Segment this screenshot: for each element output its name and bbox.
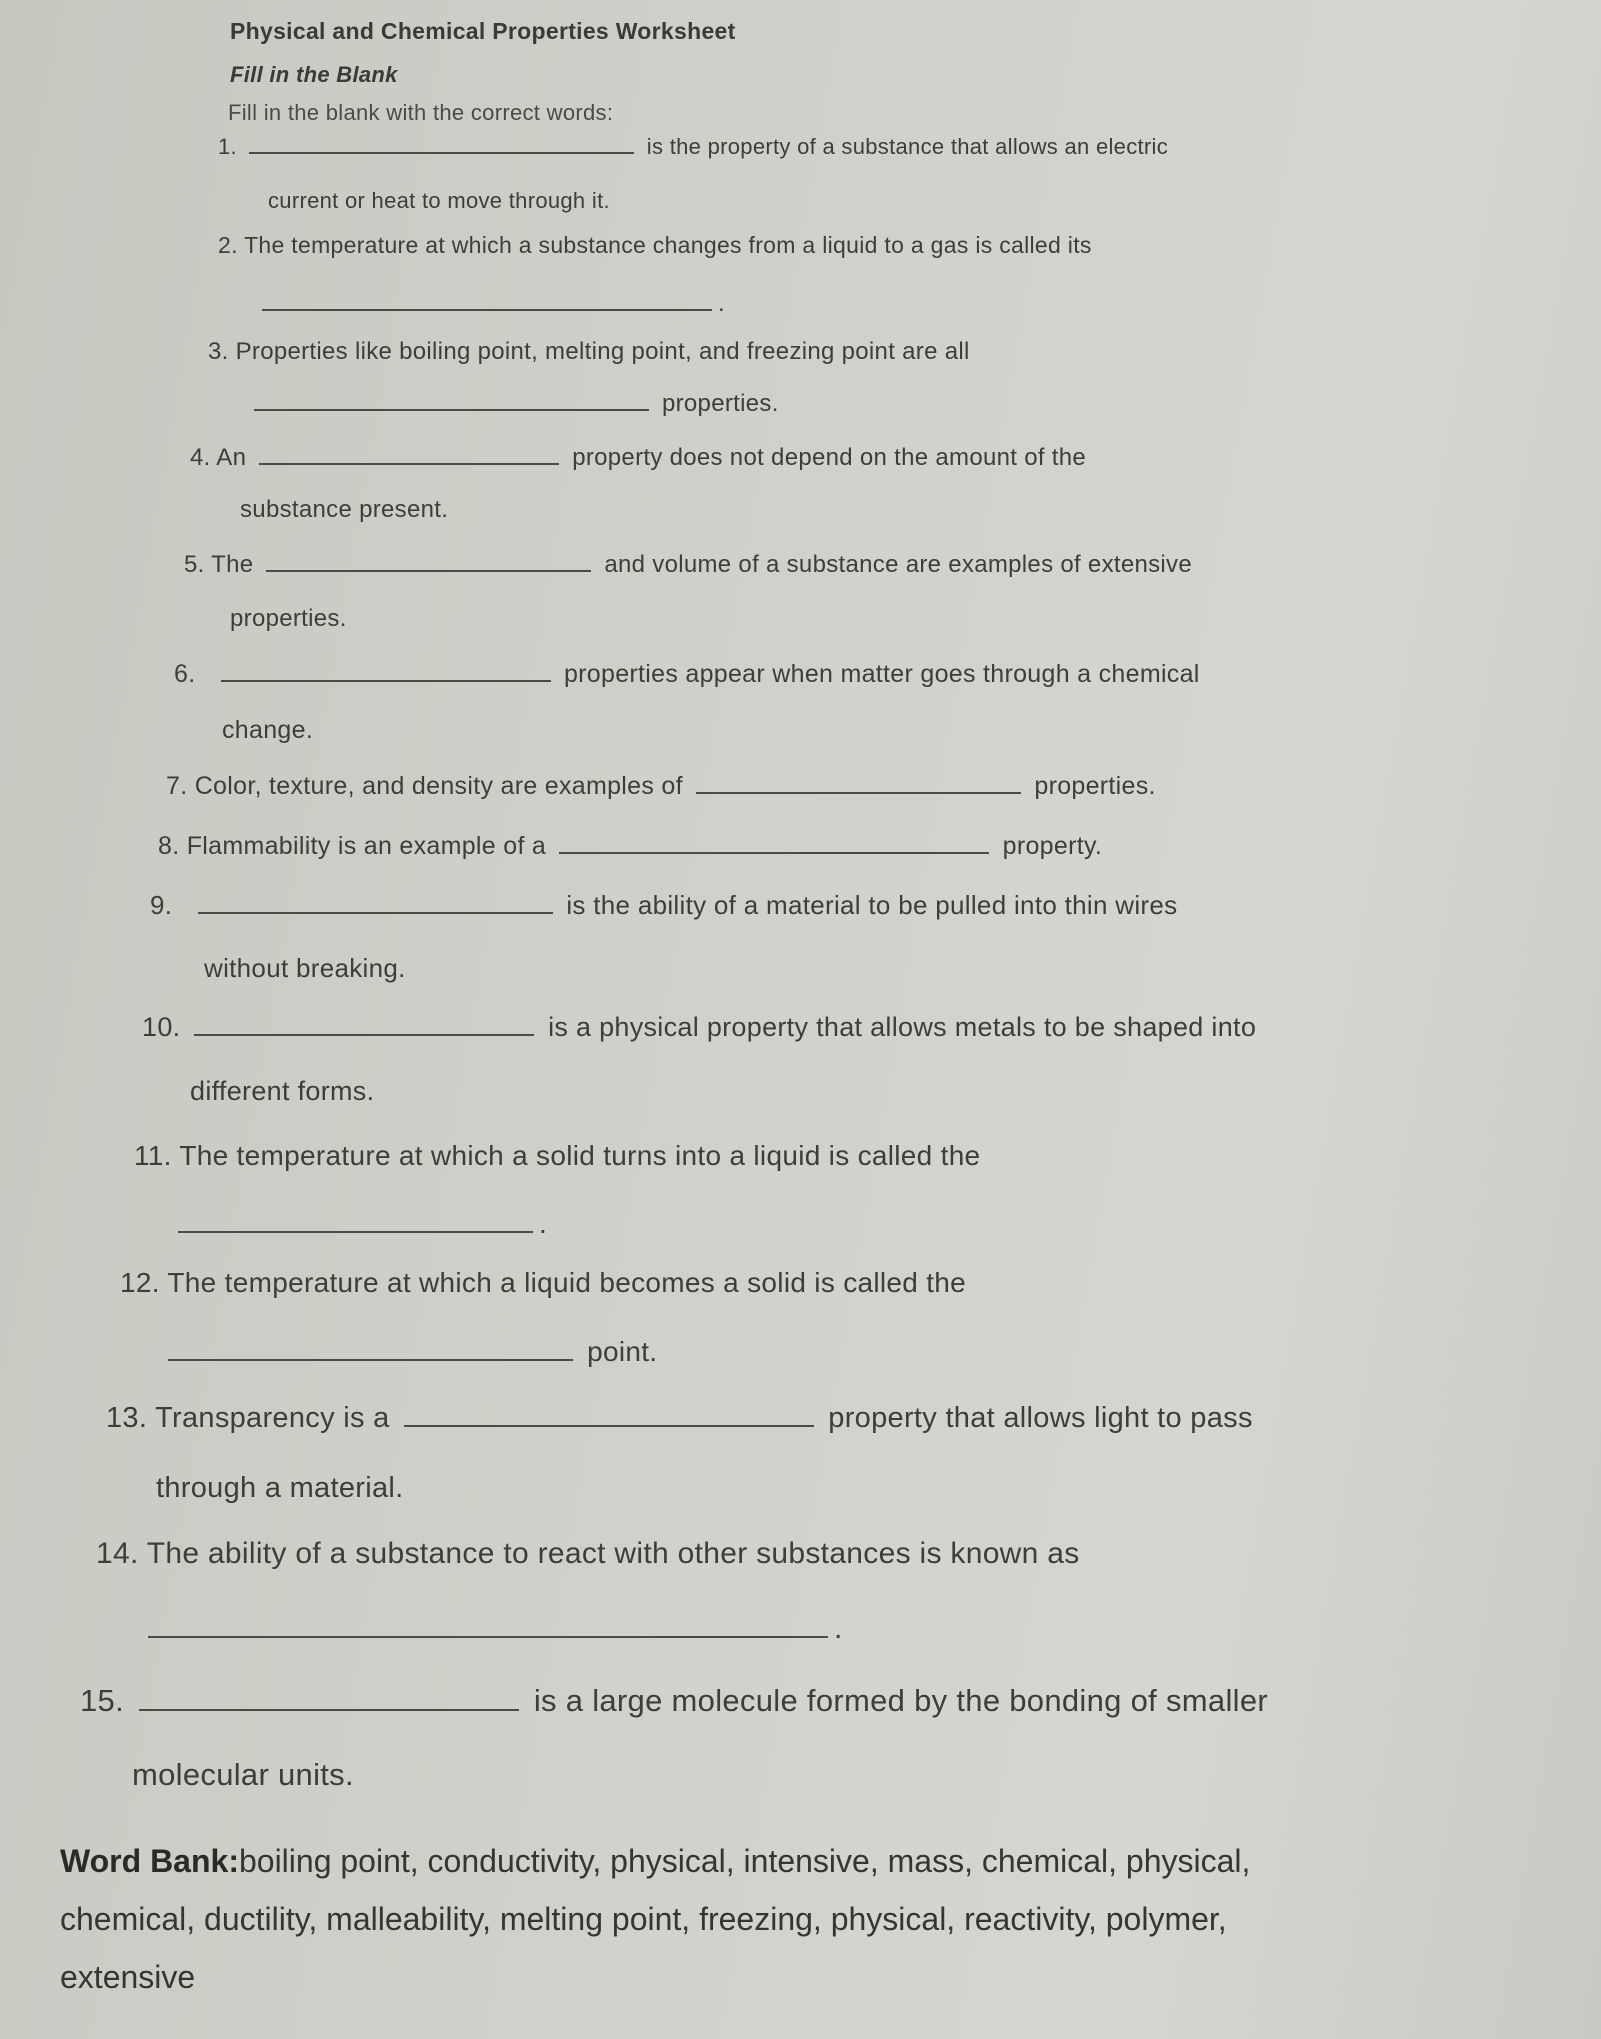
- question-7: [166, 772, 1156, 801]
- question-text: The temperature at which a liquid becomes a solid is called the: [167, 1267, 967, 1298]
- question-1-continuation: current or heat to move through it.: [268, 188, 610, 213]
- question-10-continuation: different forms.: [190, 1076, 375, 1106]
- question-11: [134, 1140, 980, 1172]
- answer-blank-15[interactable]: [139, 1708, 519, 1711]
- question-text: Properties like boiling point, melting point, and freezing point are all: [235, 338, 970, 365]
- question-15-continuation: molecular units.: [132, 1757, 354, 1792]
- question-4: [190, 444, 1086, 472]
- question-number: 5.: [184, 551, 205, 578]
- question-text: is a physical property that allows metals to be shaped into: [548, 1012, 1257, 1042]
- word-bank-words: boiling point, conductivity, physical, intensive, mass, chemical, physical,: [238, 1843, 1251, 1879]
- question-number: 9.: [150, 890, 173, 920]
- question-text: property does not depend on the amount of the: [572, 444, 1087, 471]
- question-10: [142, 1012, 1256, 1043]
- answer-blank-9[interactable]: [198, 911, 553, 914]
- question-9: [150, 890, 1177, 921]
- question-9-continuation: without breaking.: [204, 953, 406, 983]
- question-number: 15.: [80, 1683, 124, 1718]
- question-15: [80, 1683, 1268, 1719]
- punctuation: .: [539, 1208, 548, 1239]
- question-1: [218, 134, 1168, 160]
- answer-blank-8[interactable]: [559, 851, 989, 854]
- question-2-blank-line: [262, 290, 725, 318]
- question-14: [96, 1537, 1080, 1571]
- question-12-blank-line: [168, 1336, 657, 1368]
- question-text: property.: [1002, 832, 1103, 860]
- question-4-continuation: substance present.: [240, 496, 449, 523]
- question-13: [106, 1402, 1253, 1435]
- answer-blank-7[interactable]: [696, 791, 1021, 794]
- question-5: [184, 551, 1192, 579]
- question-13-continuation: through a material.: [156, 1472, 404, 1504]
- question-number: 13.: [106, 1402, 148, 1434]
- question-text: Transparency is a: [155, 1402, 390, 1434]
- punctuation: .: [718, 290, 725, 317]
- question-text: and volume of a substance are examples of extensive: [604, 551, 1193, 578]
- answer-blank-1[interactable]: [249, 151, 634, 154]
- question-number: 11.: [134, 1140, 172, 1171]
- question-text: properties.: [1034, 772, 1156, 800]
- question-text: The temperature at which a solid turns into a liquid is called the: [179, 1140, 981, 1171]
- question-5-continuation: properties.: [230, 605, 347, 632]
- question-text: The: [211, 551, 254, 578]
- word-bank-label: Word Bank:: [60, 1843, 239, 1879]
- question-text: properties appear when matter goes through a chemical: [563, 660, 1200, 688]
- question-number: 4.: [190, 444, 211, 471]
- question-2: [218, 232, 1092, 259]
- question-text: The temperature at which a substance changes from a liquid to a gas is called its: [244, 232, 1092, 258]
- question-6-continuation: change.: [222, 716, 314, 744]
- question-text: An: [216, 444, 247, 471]
- answer-blank-10[interactable]: [194, 1033, 534, 1036]
- word-bank-line-2: chemical, ductility, malleability, melting point, freezing, physical, reactivity, polymer,: [60, 1901, 1227, 1937]
- answer-blank-12[interactable]: [168, 1358, 573, 1361]
- question-text: property that allows light to pass: [828, 1402, 1253, 1434]
- question-text: is the ability of a material to be pulled into thin wires: [566, 890, 1178, 920]
- question-number: 10.: [142, 1012, 181, 1042]
- question-text: The ability of a substance to react with other substances is known as: [146, 1537, 1080, 1570]
- answer-blank-14[interactable]: [148, 1635, 828, 1638]
- question-number: 3.: [208, 338, 229, 365]
- question-text: point.: [587, 1336, 658, 1367]
- question-8: [158, 832, 1102, 861]
- worksheet-title: Physical and Chemical Properties Worksheet: [230, 18, 736, 44]
- section-heading: Fill in the Blank: [230, 62, 398, 87]
- word-bank: [60, 1832, 1250, 2006]
- question-6: [174, 660, 1200, 689]
- question-text: Color, texture, and density are examples of: [194, 772, 683, 800]
- question-text: is a large molecule formed by the bonding of smaller: [533, 1683, 1268, 1718]
- question-number: 6.: [174, 660, 196, 688]
- question-14-blank-line: [148, 1612, 843, 1646]
- question-number: 1.: [218, 134, 237, 159]
- answer-blank-3[interactable]: [254, 408, 649, 411]
- question-12: [120, 1267, 966, 1299]
- word-bank-line-3: extensive: [60, 1959, 196, 1995]
- question-number: 12.: [120, 1267, 160, 1298]
- answer-blank-4[interactable]: [259, 462, 559, 465]
- question-text: properties.: [661, 390, 779, 417]
- answer-blank-11[interactable]: [178, 1230, 533, 1233]
- question-text: is the property of a substance that allows an electric: [646, 134, 1169, 159]
- instructions: Fill in the blank with the correct words:: [228, 100, 614, 125]
- question-number: 7.: [166, 772, 188, 800]
- answer-blank-13[interactable]: [404, 1424, 814, 1427]
- word-bank-line-1: [60, 1832, 1250, 1890]
- answer-blank-6[interactable]: [221, 679, 551, 682]
- question-text: Flammability is an example of a: [186, 832, 547, 860]
- answer-blank-5[interactable]: [266, 569, 591, 572]
- question-number: 8.: [158, 832, 180, 860]
- question-number: 2.: [218, 232, 238, 258]
- question-3: [208, 338, 970, 366]
- punctuation: .: [834, 1612, 843, 1645]
- question-3-blank-line: [254, 390, 779, 418]
- question-number: 14.: [96, 1537, 139, 1570]
- answer-blank-2[interactable]: [262, 308, 712, 311]
- question-11-blank-line: [178, 1208, 547, 1240]
